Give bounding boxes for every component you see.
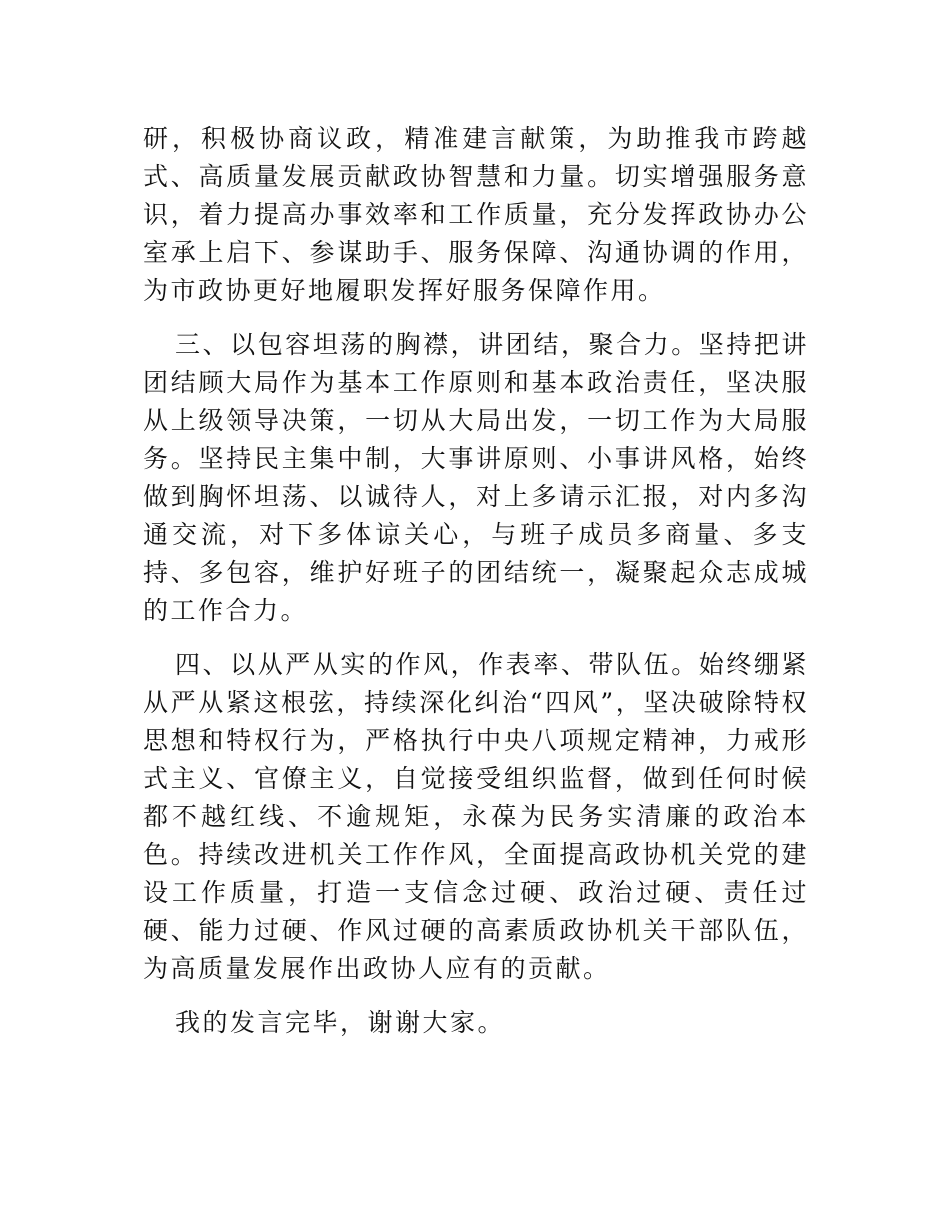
paragraph-continuation: 研，积极协商议政，精准建言献策，为助推我市跨越式、高质量发展贡献政协智慧和力量。切实增强服务意识，着力提高办事效率和工作质量，充分发挥政协办公室承上启下、参谋助手、服务保障、沟通协调的作用，为市政协更好地履职发挥好服务保障作用。 (143, 124, 809, 305)
paragraph-section-four: 四、以从严从实的作风，作表率、带队伍。始终绷紧从严从紧这根弦，持续深化纠治“四风”，坚决破除特权思想和特权行为，严格执行中央八项规定精神，力戒形式主义、官僚主义，自觉接受组织监督，做到任何时候都不越红线、不逾规矩，永葆为民务实清廉的政治本色。持续改进机关工作作风，全面提高政协机关党的建设工作质量，打造一支信念过硬、政治过硬、责任过硬、能力过硬、作风过硬的高素质政协机关干部队伍，为高质量发展作出政协人应有的贡献。 (143, 650, 809, 983)
paragraph-closing: 我的发言完毕，谢谢大家。 (175, 1008, 506, 1037)
paragraph-section-three: 三、以包容坦荡的胸襟，讲团结，聚合力。坚持把讲团结顾大局作为基本工作原则和基本政治责任，坚决服从上级领导决策，一切从大局出发，一切工作为大局服务。坚持民主集中制，大事讲原则、小事讲风格，始终做到胸怀坦荡、以诚待人，对上多请示汇报，对内多沟通交流，对下多体谅关心，与班子成员多商量、多支持、多包容，维护好班子的团结统一，凝聚起众志成城的工作合力。 (143, 330, 809, 625)
document-body (143, 120, 809, 1058)
